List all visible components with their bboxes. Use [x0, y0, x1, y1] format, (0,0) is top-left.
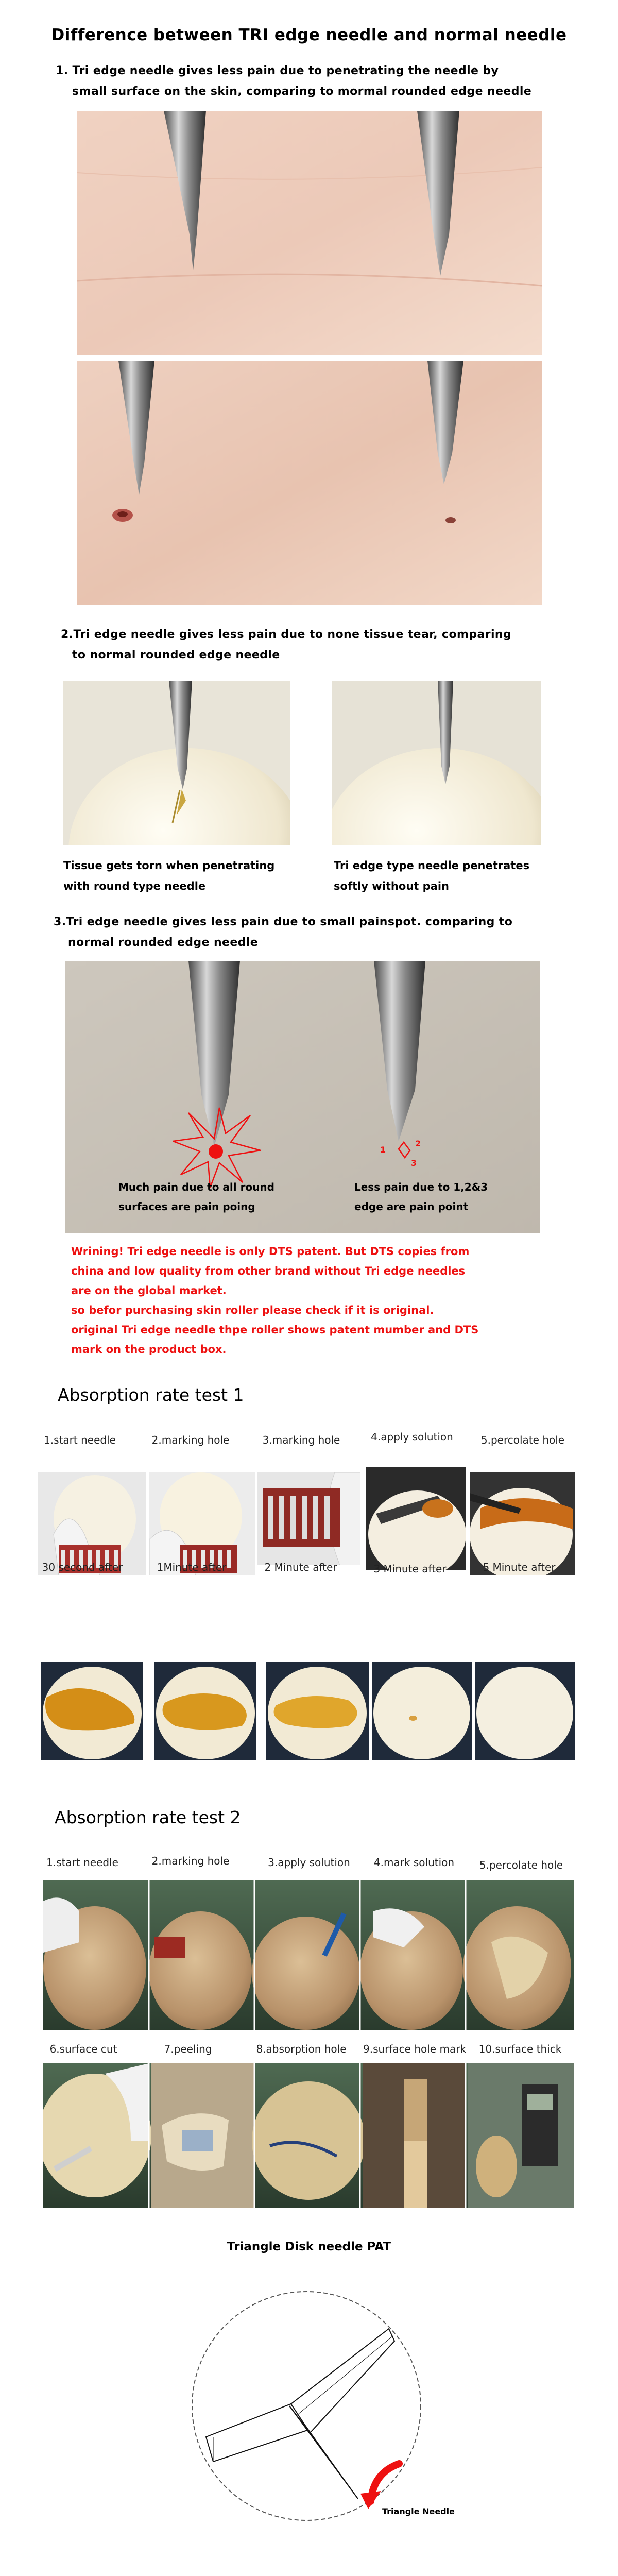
pain-overlay-left-2: surfaces are pain poing [118, 1200, 255, 1213]
test1-photo-30s [41, 1662, 143, 1760]
test1-photo-1min [154, 1662, 256, 1760]
caption-right-1: Tri edge type needle penetrates [334, 859, 530, 872]
skin-needles-photo-2 [77, 361, 542, 605]
test1-photo-2min [266, 1662, 369, 1760]
test1-step-label: 4.apply solution [371, 1431, 453, 1443]
test2-step-label: 8.absorption hole [256, 2043, 347, 2055]
test1-photo-5min [475, 1662, 575, 1760]
triangle-needle-label: Triangle Needle [382, 2506, 455, 2516]
test2-photo-strip-2 [43, 2063, 574, 2208]
caption-left-2: with round type needle [63, 880, 206, 892]
test2-step-label: 3.apply solution [268, 1856, 350, 1869]
warning-line: are on the global market. [71, 1284, 227, 1297]
test1-photo-apply-solution [366, 1467, 466, 1570]
egg-tri-needle-photo [332, 681, 541, 845]
point1-line2: small surface on the skin, comparing to mormal rounded edge needle [72, 85, 532, 98]
caption-left-1: Tissue gets torn when penetrating [63, 859, 275, 872]
pain-spot-photo [65, 961, 540, 1233]
warning-line: so befor purchasing skin roller please check if it is original. [71, 1304, 434, 1316]
test1-photo-start-needle [38, 1472, 146, 1575]
test2-title: Absorption rate test 2 [55, 1807, 241, 1827]
svg-text:1: 1 [380, 1145, 386, 1155]
test1-step-label: 5.percolate hole [480, 1434, 565, 1446]
test2-step-label: 4.mark solution [373, 1856, 455, 1869]
test2-step-label: 2.marking hole [151, 1855, 230, 1867]
point3-line2: normal rounded edge needle [68, 936, 259, 949]
point1-line1: 1. Tri edge needle gives less pain due to penetrating the needle by [56, 64, 499, 77]
warning-line: original Tri edge needle thpe roller shows patent mumber and DTS [71, 1324, 479, 1336]
warning-block [71, 1242, 478, 1359]
skin-needles-photo-1 [77, 111, 542, 355]
test1-photo-marking-hole [149, 1472, 255, 1575]
test1-time-label: 5 Minute after [483, 1561, 556, 1573]
warning-line: mark on the product box. [71, 1343, 227, 1355]
test1-step-label: 1.start needle [44, 1434, 116, 1446]
test1-title: Absorption rate test 1 [58, 1385, 244, 1405]
egg-round-needle-photo [63, 681, 290, 845]
diagram-title: Triangle Disk needle PAT [227, 2240, 391, 2253]
pain-overlay-right-2: edge are pain point [354, 1200, 469, 1213]
svg-text:2: 2 [415, 1139, 421, 1148]
svg-text:3: 3 [411, 1158, 417, 1168]
point2-line2: to normal rounded edge needle [72, 649, 280, 662]
test1-time-label: 3 Minute after [373, 1563, 447, 1575]
warning-line: Wrining! Tri edge needle is only DTS patent. But DTS copies from [71, 1245, 470, 1258]
test2-step-label: 6.surface cut [49, 2043, 117, 2055]
test2-step-label: 7.peeling [164, 2043, 212, 2055]
point2-line1: 2.Tri edge needle gives less pain due to none tissue tear, comparing [61, 628, 512, 641]
test1-photo-percolate-hole [470, 1472, 575, 1575]
pain-overlay-left-1: Much pain due to all round [118, 1181, 274, 1193]
pain-overlay-right-1: Less pain due to 1,2&3 [354, 1181, 488, 1193]
test1-time-label: 2 Minute after [264, 1561, 337, 1573]
page-title: Difference between TRI edge needle and normal needle [51, 26, 567, 44]
test1-photo-marking-hole-2 [258, 1472, 360, 1565]
caption-right-2: softly without pain [334, 880, 449, 892]
test1-photo-3min [372, 1662, 472, 1760]
test2-step-label: 9.surface hole mark [363, 2043, 467, 2055]
warning-line: china and low quality from other brand without Tri edge needles [71, 1265, 466, 1277]
test1-step-label: 2.marking hole [151, 1434, 230, 1446]
test2-step-label: 10.surface thick [478, 2043, 562, 2055]
test2-photo-strip-1 [43, 1880, 574, 2030]
test2-step-label: 5.percolate hole [479, 1859, 563, 1871]
point3-line1: 3.Tri edge needle gives less pain due to small painspot. comparing to [54, 916, 513, 928]
test2-step-label: 1.start needle [46, 1856, 118, 1869]
test1-step-label: 3.marking hole [262, 1434, 340, 1446]
test1-time-label: 30 second after [42, 1561, 123, 1573]
test1-time-label: 1Minute after [157, 1561, 227, 1573]
triangle-disk-diagram [191, 2282, 438, 2530]
